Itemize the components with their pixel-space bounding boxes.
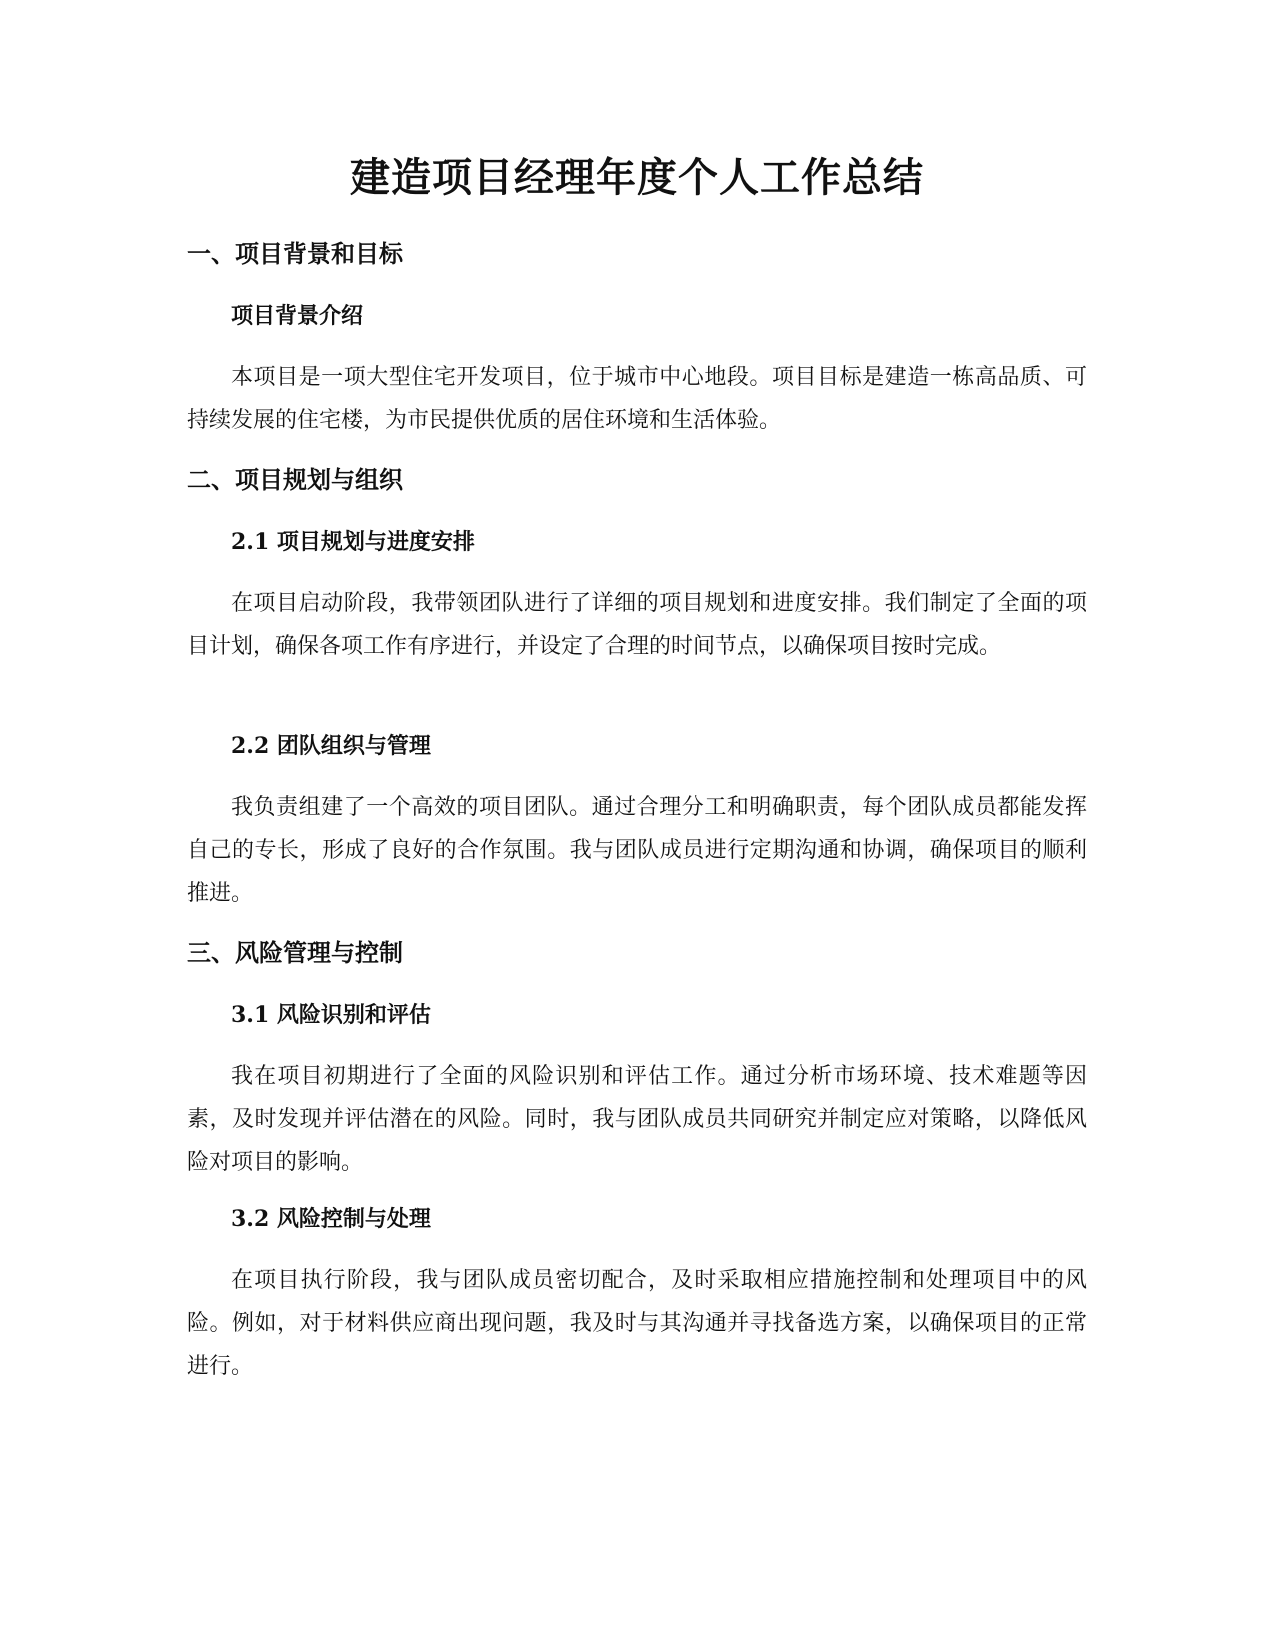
subsection-heading-1-1: 项目背景介绍 <box>231 303 364 329</box>
subsection-heading-3-1: 3.1 风险识别和评估 <box>231 1002 431 1028</box>
document-page <box>187 0 1087 1650</box>
paragraph-3-1: 我在项目初期进行了全面的风险识别和评估工作。通过分析市场环境、技术难题等因素，及时发现并评估潜在的风险。同时，我与团队成员共同研究并制定应对策略，以降低风险对项目的影响。 <box>187 1064 1087 1175</box>
subsection-heading-2-2: 2.2 团队组织与管理 <box>231 733 431 759</box>
section-heading-2: 二、项目规划与组织 <box>187 466 403 494</box>
section-heading-1: 一、项目背景和目标 <box>187 240 403 268</box>
paragraph-2-2: 我负责组建了一个高效的项目团队。通过合理分工和明确职责，每个团队成员都能发挥自己的专长，形成了良好的合作氛围。我与团队成员进行定期沟通和协调，确保项目的顺利推进。 <box>187 795 1087 906</box>
paragraph-1-1: 本项目是一项大型住宅开发项目，位于城市中心地段。项目目标是建造一栋高品质、可持续发展的住宅楼，为市民提供优质的居住环境和生活体验。 <box>187 365 1087 433</box>
section-heading-3: 三、风险管理与控制 <box>187 939 403 967</box>
paragraph-3-2: 在项目执行阶段，我与团队成员密切配合，及时采取相应措施控制和处理项目中的风险。例如，对于材料供应商出现问题，我及时与其沟通并寻找备选方案，以确保项目的正常进行。 <box>187 1268 1087 1379</box>
subsection-heading-3-2: 3.2 风险控制与处理 <box>231 1206 431 1232</box>
document-title: 建造项目经理年度个人工作总结 <box>350 155 924 201</box>
subsection-heading-2-1: 2.1 项目规划与进度安排 <box>231 529 475 555</box>
paragraph-2-1: 在项目启动阶段，我带领团队进行了详细的项目规划和进度安排。我们制定了全面的项目计划，确保各项工作有序进行，并设定了合理的时间节点，以确保项目按时完成。 <box>187 591 1087 659</box>
